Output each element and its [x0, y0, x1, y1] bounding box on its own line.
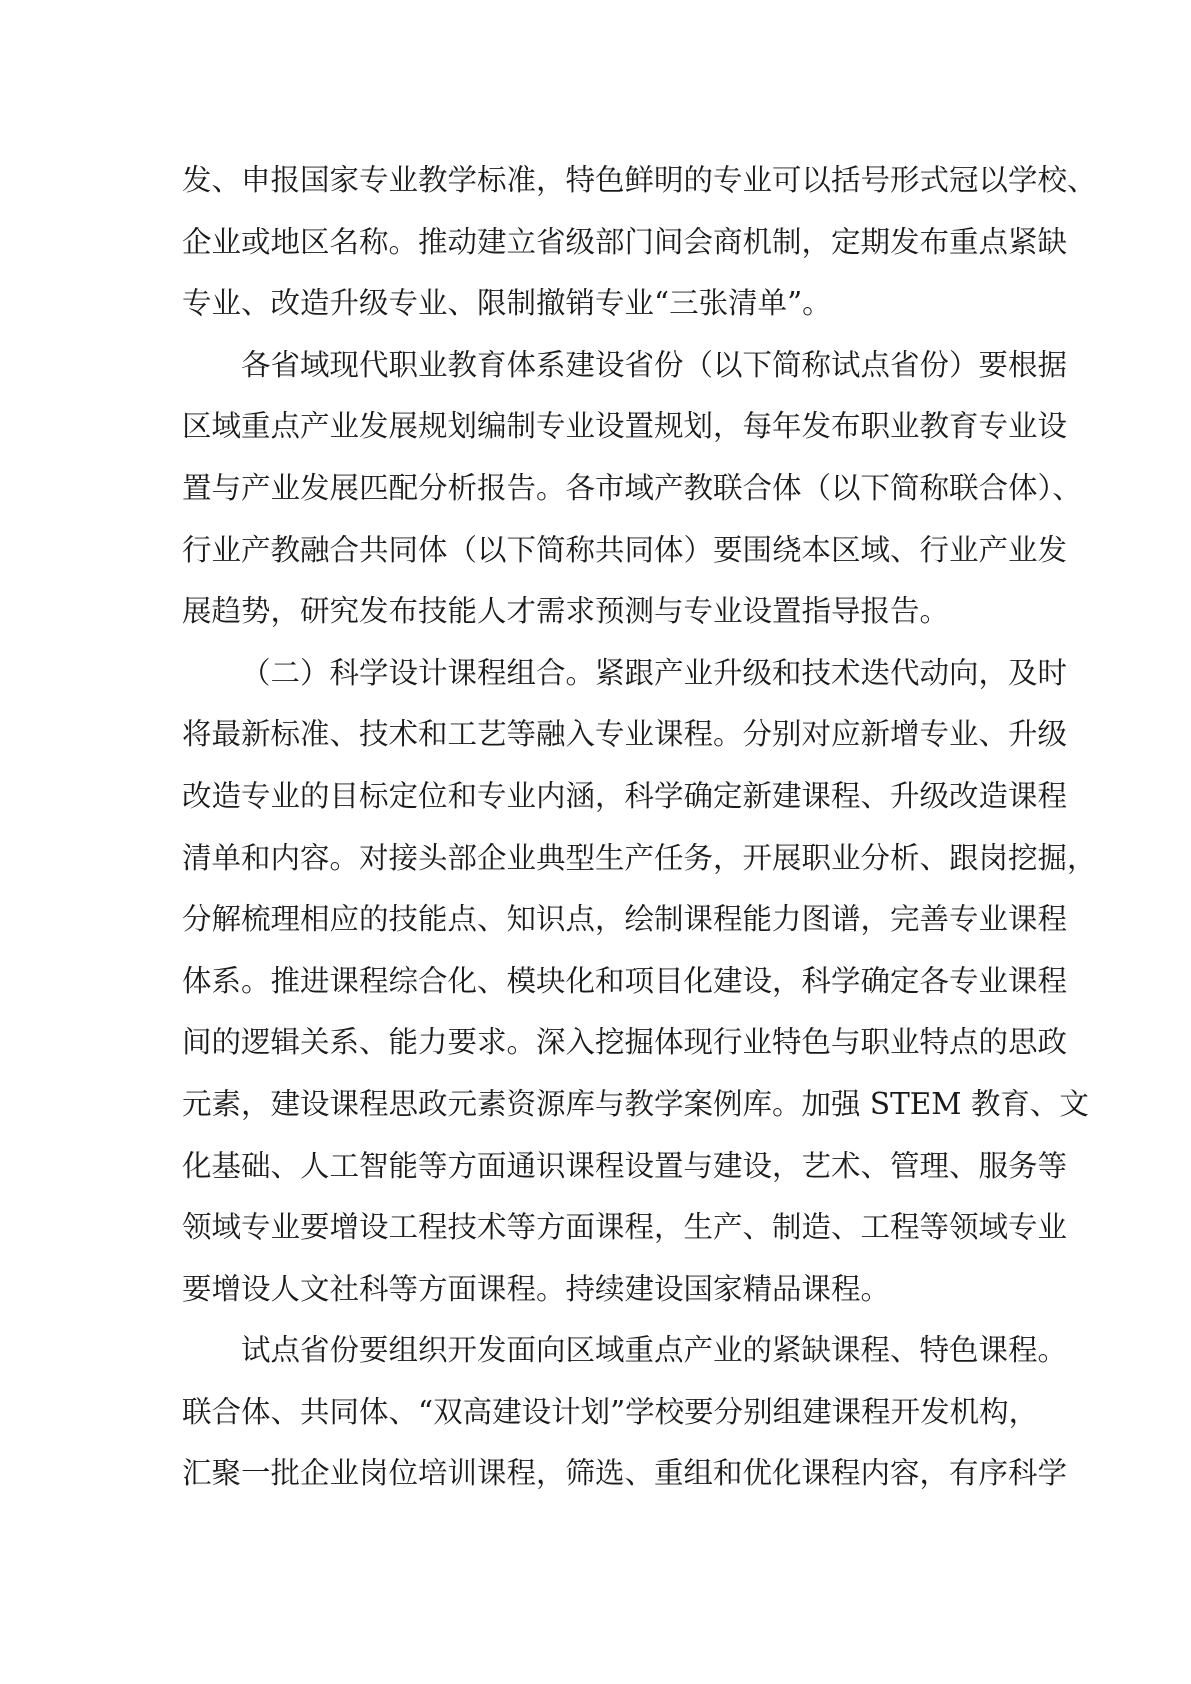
text-line: 化基础、人工智能等方面通识课程设置与建设，艺术、管理、服务等	[182, 1148, 1068, 1183]
text-line: 专业、改造升级专业、限制撤销专业“三张清单”。	[182, 286, 832, 321]
text-line: 联合体、共同体、“双高建设计划”学校要分别组建课程开发机构，	[182, 1394, 1039, 1429]
text-line: 分解梳理相应的技能点、知识点，绘制课程能力图谱，完善专业课程	[182, 902, 1068, 937]
text-line: 行业产教融合共同体（以下简称共同体）要围绕本区域、行业产业发	[182, 532, 1068, 567]
text-line: 元素，建设课程思政元素资源库与教学案例库。加强 STEM 教育、文	[182, 1086, 1089, 1121]
text-line: 汇聚一批企业岗位培训课程，筛选、重组和优化课程内容，有序科学	[182, 1456, 1068, 1491]
text-line: 展趋势，研究发布技能人才需求预测与专业设置指导报告。	[182, 594, 950, 629]
paragraph-first-line: 各省域现代职业教育体系建设省份（以下简称试点省份）要根据	[241, 347, 1068, 382]
paragraph-first-line: 试点省份要组织开发面向区域重点产业的紧缺课程、特色课程。	[241, 1333, 1068, 1368]
text-line: 企业或地区名称。推动建立省级部门间会商机制，定期发布重点紧缺	[182, 224, 1068, 259]
text-line: 置与产业发展匹配分析报告。各市域产教联合体（以下简称联合体）、	[182, 470, 1082, 505]
text-line: 体系。推进课程综合化、模块化和项目化建设，科学确定各专业课程	[182, 963, 1068, 998]
text-line: 改造专业的目标定位和专业内涵，科学确定新建课程、升级改造课程	[182, 778, 1068, 813]
text-line: 要增设人文社科等方面课程。持续建设国家精品课程。	[182, 1271, 891, 1306]
text-line: 将最新标准、技术和工艺等融入专业课程。分别对应新增专业、升级	[182, 717, 1068, 752]
text-line: 清单和内容。对接头部企业典型生产任务，开展职业分析、跟岗挖掘，	[182, 840, 1097, 875]
paragraph-first-line: （二）科学设计课程组合。紧跟产业升级和技术迭代动向，及时	[241, 655, 1068, 690]
text-line: 发、申报国家专业教学标准，特色鲜明的专业可以括号形式冠以学校、	[182, 163, 1097, 197]
text-line: 区域重点产业发展规划编制专业设置规划，每年发布职业教育专业设	[182, 409, 1068, 444]
text-line: 领域专业要增设工程技术等方面课程，生产、制造、工程等领域专业	[182, 1210, 1068, 1245]
body-text	[182, 150, 1097, 1505]
text-line: 间的逻辑关系、能力要求。深入挖掘体现行业特色与职业特点的思政	[182, 1025, 1068, 1060]
